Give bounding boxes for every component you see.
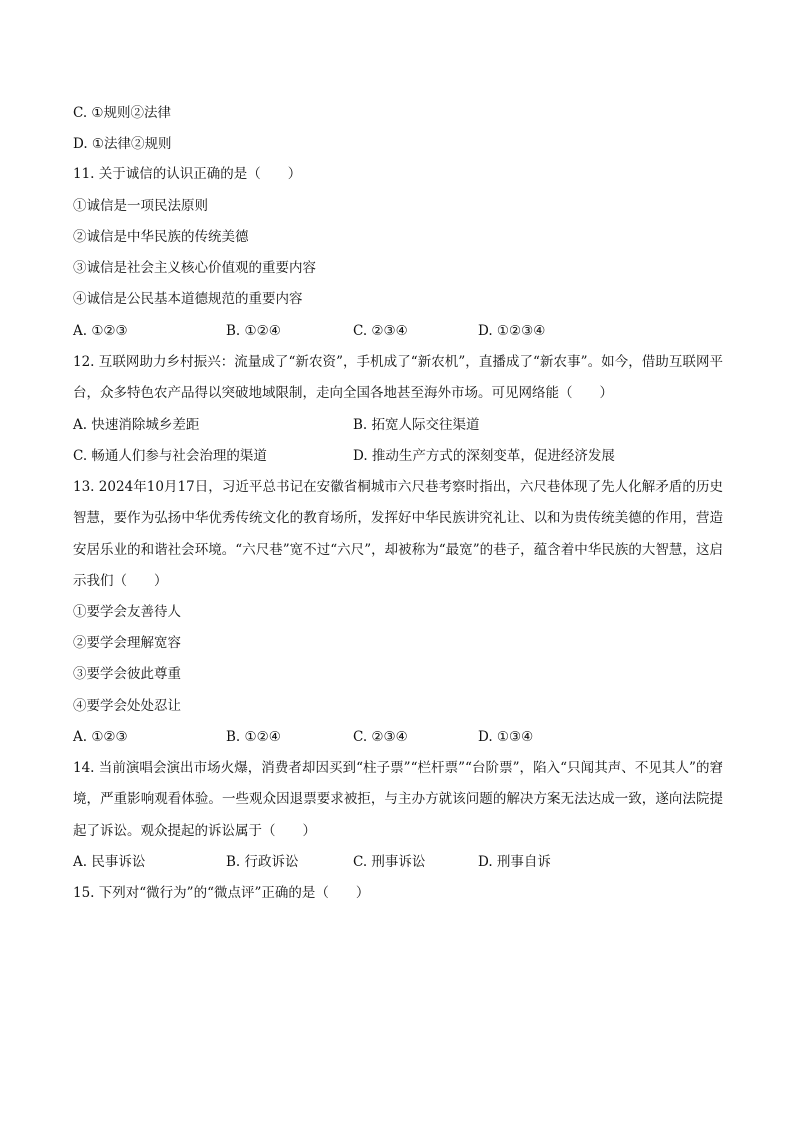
q13-item-2: ②要学会理解宽容 (73, 635, 181, 651)
q13-option-c: C. ②③④ (353, 729, 408, 745)
q13-option-a: A. ①②③ (73, 729, 128, 745)
q14-option-d: D. 刑事自诉 (478, 854, 551, 870)
q13-option-b: B. ①②④ (226, 729, 281, 745)
q14-option-a: A. 民事诉讼 (73, 854, 146, 870)
q14-stem: 14. 当前演唱会演出市场火爆，消费者却因买到“柱子票”“栏杆票”“台阶票”，陷入“只闻其声、不见其人”的窘境，严重影响观看体验。一些观众因退票要求被拒，与主办方就该问题的解决方案无法达成一致，遂向法院提起了诉讼。观众提起的诉讼属于（ ） (73, 760, 723, 839)
q11-item-1: ①诚信是一项民法原则 (73, 198, 208, 214)
q15-stem: 15. 下列对“微行为”的“微点评”正确的是（ ） (73, 885, 370, 901)
q12-option-d: D. 推动生产方式的深刻变革，促进经济发展 (353, 448, 615, 464)
q12-option-c: C. 畅通人们参与社会治理的渠道 (73, 448, 267, 464)
q11-item-4: ④诚信是公民基本道德规范的重要内容 (73, 291, 303, 307)
q10-option-d: D. ①法律②规则 (73, 136, 172, 152)
q13-item-4: ④要学会处处忍让 (73, 698, 181, 714)
q11-option-d: D. ①②③④ (478, 323, 546, 339)
q14-option-c: C. 刑事诉讼 (353, 854, 426, 870)
q13-item-1: ①要学会友善待人 (73, 604, 181, 620)
q11-option-c: C. ②③④ (353, 323, 408, 339)
q11-item-3: ③诚信是社会主义核心价值观的重要内容 (73, 260, 316, 276)
q12-option-b: B. 拓宽人际交往渠道 (353, 417, 480, 433)
q12-stem: 12. 互联网助力乡村振兴：流量成了“新农资”，手机成了“新农机”，直播成了“新农事”。如今，借助互联网平台，众多特色农产品得以突破地域限制，走向全国各地甚至海外市场。可见网络能（ ） (73, 354, 723, 402)
q11-option-b: B. ①②④ (226, 323, 281, 339)
q14-option-b: B. 行政诉讼 (226, 854, 299, 870)
q11-item-2: ②诚信是中华民族的传统美德 (73, 229, 249, 245)
q13-stem: 13. 2024年10月17日，习近平总书记在安徽省桐城市六尺巷考察时指出，六尺巷体现了先人化解矛盾的历史智慧，要作为弘扬中华优秀传统文化的教育场所，发挥好中华民族讲究礼让、以和为贵传统美德的作用，营造安居乐业的和谐社会环境。“六尺巷”宽不过“六尺”，却被称为“最宽”的巷子，蕴含着中华民族的大智慧，这启示我们（ ） (73, 479, 723, 589)
q11-stem: 11. 关于诚信的认识正确的是（ ） (73, 166, 302, 182)
q12-option-a: A. 快速消除城乡差距 (73, 417, 200, 433)
q10-option-c: C. ①规则②法律 (73, 105, 172, 121)
q11-option-a: A. ①②③ (73, 323, 128, 339)
q13-item-3: ③要学会彼此尊重 (73, 666, 181, 682)
q13-option-d: D. ①③④ (478, 729, 534, 745)
